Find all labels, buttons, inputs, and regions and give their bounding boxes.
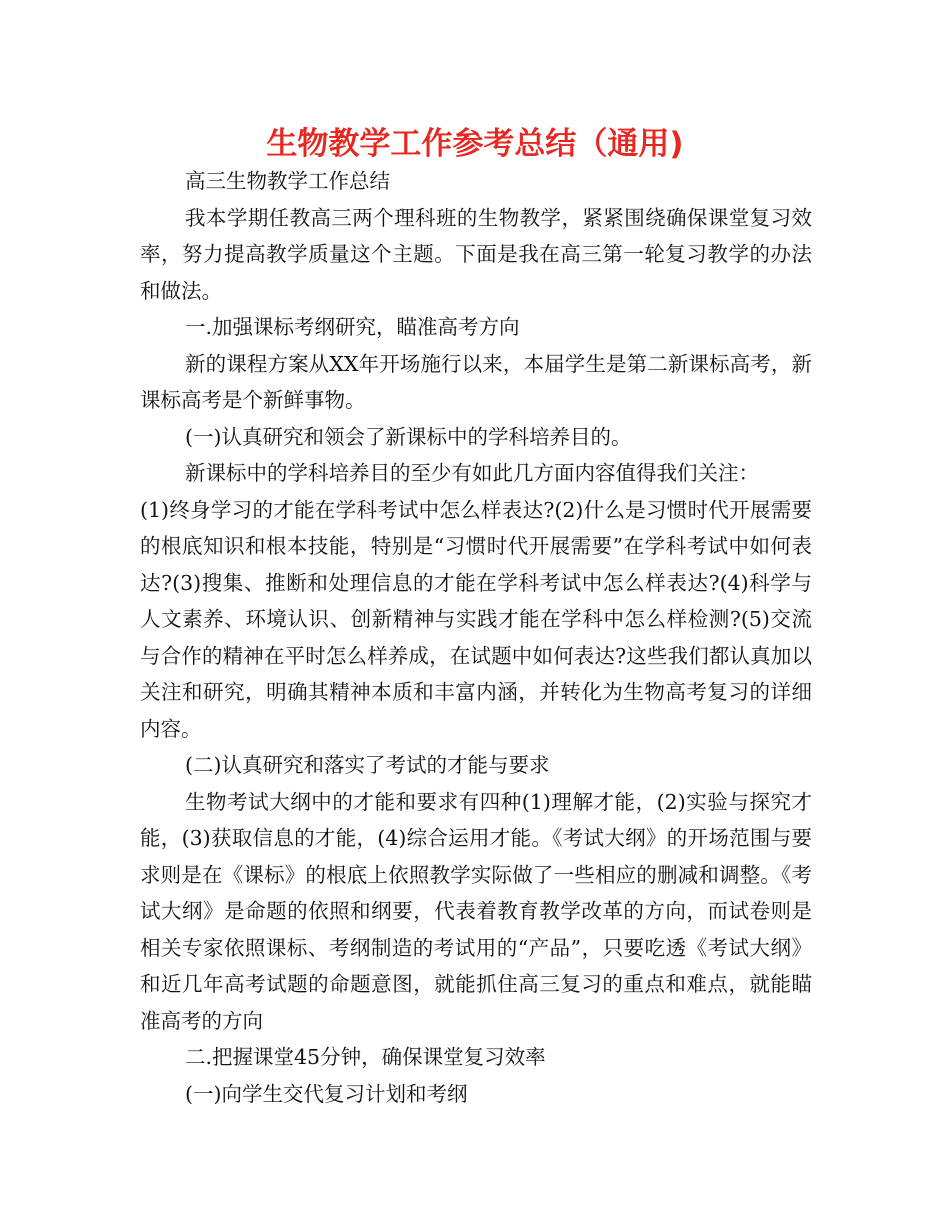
subsection-heading-1: (一)认真研究和领会了新课标中的学科培养目的。 <box>185 424 632 449</box>
document-body <box>140 163 812 1112</box>
paragraph-goals-intro: 新课标中的学科培养目的至少有如此几方面内容值得我们关注： <box>185 461 759 485</box>
subsection-heading-3: (一)向学生交代复习计划和考纲 <box>185 1081 468 1106</box>
document-title: 生物教学工作参考总结（通用) <box>266 126 684 162</box>
paragraph-goals-list: (1)终身学习的才能在学科考试中怎么样表达?(2)什么是习惯时代开展需要的根底知识和根本技能，特别是“习惯时代开展需要”在学科考试中如何表达?(3)搜集、推断和处理信息的才能在学科考试中怎么样表达?(4)科学与人文素养、环境认识、创新精神与实践才能在学科中怎么样检测?(5)交流与合作的精神在平时怎么样养成，在试题中如何表达?这些我们都认真加以关注和研究，明确其精神本质和丰富内涵，并转化为生物高考复习的详细内容。 <box>140 497 812 741</box>
intro-paragraph: 我本学期任教高三两个理科班的生物教学，紧紧围绕确保课堂复习效率，努力提高教学质量这个主题。下面是我在高三第一轮复习教学的办法和做法。 <box>140 205 812 303</box>
section-heading-summary: 高三生物教学工作总结 <box>185 169 390 193</box>
subsection-heading-2: (二)认真研究和落实了考试的才能与要求 <box>185 753 550 777</box>
paragraph-new-curriculum: 新的课程方案从XX年开场施行以来，本届学生是第二新课标高考，新课标高考是个新鲜事物。 <box>140 351 812 412</box>
paragraph-exam-abilities: 生物考试大纲中的才能和要求有四种(1)理解才能，(2)实验与探究才能，(3)获取信息的才能，(4)综合运用才能。《考试大纲》的开场范围与要求则是在《课标》的根底上依照教学实际做了一些相应的删减和调整。《考试大纲》是命题的依照和纲要，代表着教育教学改革的方向，而试卷则是相关专家依照课标、考纲制造的考试用的“产品”，只要吃透《考试大纲》和近几年高考试题的命题意图，就能抓住高三复习的重点和难点，就能瞄准高考的方向 <box>140 789 812 1033</box>
section-heading-2: 二.把握课堂45分钟，确保课堂复习效率 <box>185 1045 546 1069</box>
section-heading-1: 一.加强课标考纲研究，瞄准高考方向 <box>185 315 520 339</box>
